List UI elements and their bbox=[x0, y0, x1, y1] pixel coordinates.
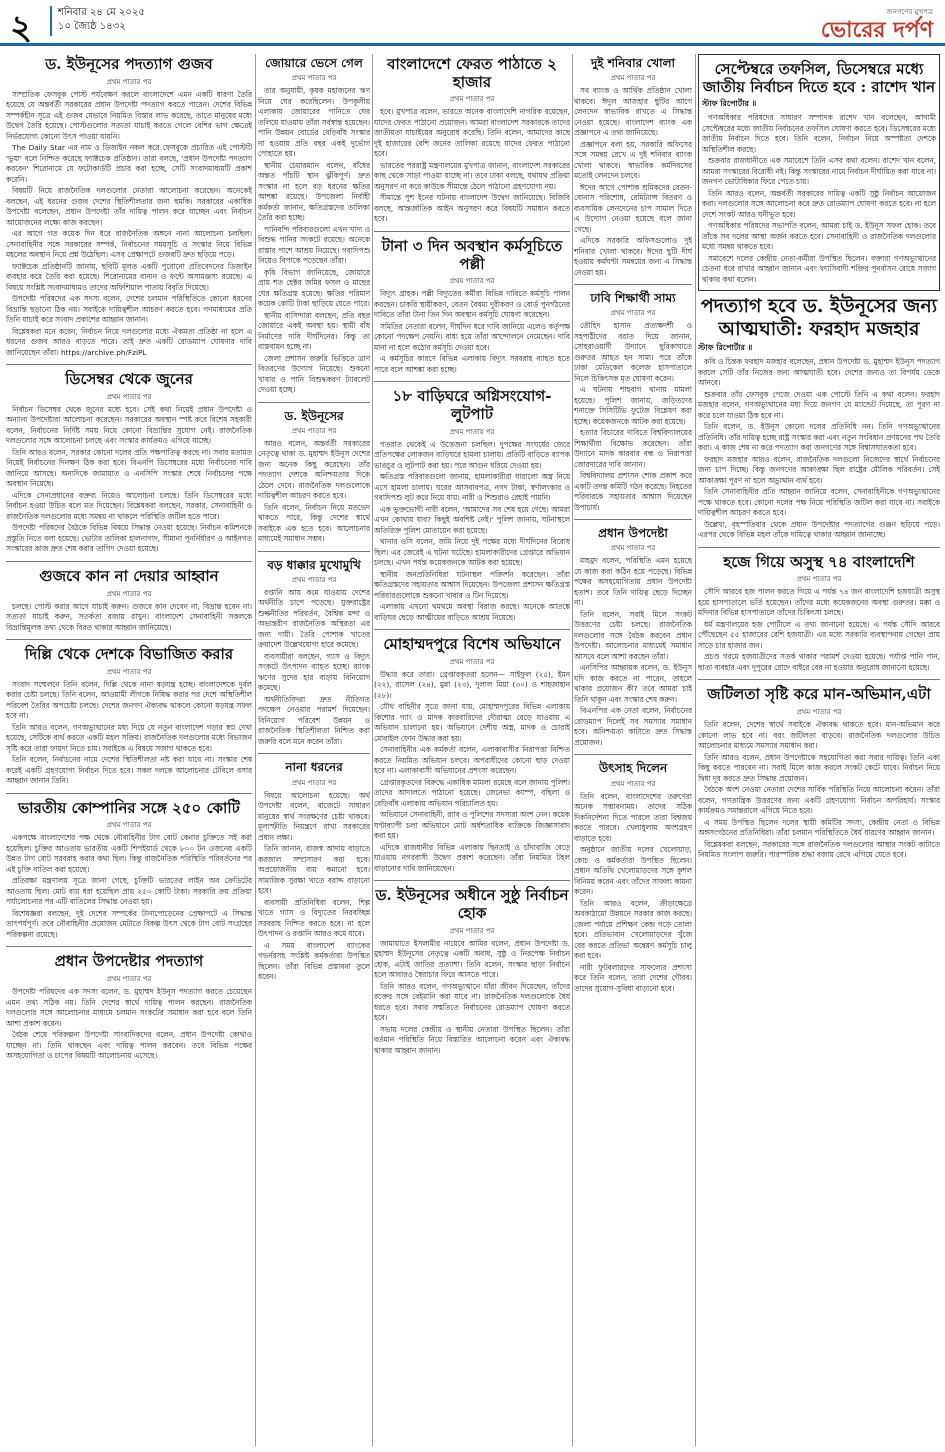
article-paragraph: এ সময় উপস্থিত ছিলেন দলের স্থায়ী কমিটির সদস্য, কেন্দ্রীয় নেতা ও বিভিন্ন অঙ্গসংগঠনের প্রতিনিধিরা। তাঁরা চলমান পরিস্থিতিতে ধৈর্য ধারণের আহ্বান জানান। bbox=[698, 817, 940, 838]
article-paragraph: গতরাত থেকেই এ উত্তেজনা চলছিল। দুপক্ষের সংঘর্ষের জেরে প্রতিপক্ষের লোকজন বাড়িঘরে হামলা চালায়। প্রতিটি বাড়িতে ব্যাপক ভাঙচুর ও লুটপাট করা হয়। পরে আগুন ধরিয়ে দেওয়া হয়। bbox=[374, 439, 570, 470]
article-body bbox=[374, 670, 570, 875]
article-body bbox=[698, 720, 940, 861]
article-paragraph: তিনি বলেন, বাংলাদেশের তরুণেরা অনেক সম্ভাবনাময়। তাদের সঠিক দিকনির্দেশনা দিতে পারলে তারা বিশ্বজয় করতে পারবে। খেলাধুলায় অংশগ্রহণ বাড়াতে হবে। bbox=[574, 791, 692, 843]
continued-from-label: প্রথম পাতার পর bbox=[610, 779, 656, 788]
article-paragraph: গণঅধিকার পরিষদের সাধারণ সম্পাদক রাশেদ খান বলেছেন, আগামী সেপ্টেম্বরের মধ্যে জাতীয় নির্বাচনের তফসিল ঘোষণা করতে হবে। ডিসেম্বরের মধ্যে জাতীয় নির্বাচন দিতে হবে। তিনি বলেন, নির্বাচন নিয়ে অস্পষ্টতা দেশকে অস্থিতিশীল করছে। bbox=[702, 113, 936, 154]
article-body bbox=[6, 602, 252, 634]
article-paragraph: তিনি বলেন, ড. ইউনূস কোনো দলের প্রতিনিধি নন। তিনি গণঅভ্যুত্থানের প্রতিনিধি। তাঁর দায়িত্ব হচ্ছে রাষ্ট্র সংস্কার করা এবং নতুন সংবিধান প্রণয়নের পথ তৈরি করা। এ কাজ শেষ না করে পদত্যাগ করা জনগণের সঙ্গে বিশ্বাসঘাতকতা হবে। bbox=[698, 422, 940, 453]
continued-from-label: প্রথম পাতার পর bbox=[106, 667, 152, 676]
article-body bbox=[258, 439, 370, 545]
article-byline: স্টাফ রিপোর্টার ॥ bbox=[698, 343, 753, 353]
article-headline: সেপ্টেম্বরে তফসিল, ডিসেম্বরে মধ্যে জাতীয় নির্বাচন দিতে হবে : রাশেদ খান bbox=[702, 60, 936, 96]
article-paragraph: জেলা প্রশাসন জরুরি ভিত্তিতে ত্রাণ বিতরণের উদ্যোগ নিয়েছে। শুকনো খাবার ও পানি বিশুদ্ধকরণ ট্যাবলেট দেওয়া হচ্ছে। bbox=[258, 353, 370, 395]
news-article bbox=[698, 295, 940, 547]
news-article bbox=[698, 686, 940, 866]
article-headline: প্রধান উপদেষ্টা bbox=[598, 526, 668, 541]
news-article bbox=[374, 887, 570, 1062]
article-paragraph: ভারতের পররাষ্ট্র মন্ত্রণালয়ের মুখপাত্র জানান, বাংলাদেশ সরকারের কাছ থেকে সাড়া পাওয়া যাচ্ছে না। তবে ঢাকা বলছে, যথাযথ প্রক্রিয়া অনুসরণ না করে কাউকে সীমান্তে ঠেলে পাঠানো গ্রহণযোগ্য নয়। bbox=[374, 160, 570, 191]
page-number: ২ bbox=[10, 8, 33, 48]
article-paragraph: অনুষ্ঠানে জাতীয় দলের খেলোয়াড়, কোচ ও কর্মকর্তারা উপস্থিত ছিলেন। প্রধান অতিথি খেলোয়াড়দের সঙ্গে কুশল বিনিময় করেন এবং তাঁদের সাফল্য কামনা করেন। bbox=[574, 845, 692, 897]
article-headline: ভারতীয় কোম্পানির সঙ্গে ২৫০ কোটি bbox=[18, 798, 240, 817]
continued-from-label: প্রথম পাতার পর bbox=[449, 926, 495, 935]
news-article bbox=[574, 291, 692, 520]
article-paragraph: গণঅধিকার পরিষদের সভাপতি বলেন, আমরা চাই ড. ইউনূস সফল হোক। তবে তাঁকে সব দলের আস্থা অর্জন করতে হবে। সেনাবাহিনী ও রাজনৈতিক দলগুলোর মধ্যে সমন্বয় থাকতে হবে। bbox=[702, 221, 936, 252]
article-paragraph: সীমান্তে পুশ ইনের ঘটনায় বাংলাদেশ উদ্বেগ জানিয়েছে। বিজিবি বলছে, আন্তর্জাতিক আইন অনুসরণ করে বিষয়টি সমাধান করতে হবে। bbox=[374, 193, 570, 224]
continued-from-label: প্রথম পাতার পর bbox=[291, 778, 337, 787]
article-paragraph: তিনি বলেন, নির্বাচনের নামে দেশের স্থিতিশীলতা নষ্ট করা যাবে না। সংস্কার শেষ করেই একটি গ্রহণযোগ্য নির্বাচন দিতে হবে। সকল দলকে আলোচনার টেবিলে বসার আহ্বান জানান তিনি। bbox=[6, 755, 252, 786]
continued-from-label: প্রথম পাতার পর bbox=[449, 427, 495, 436]
article-paragraph: তিনি বলেন, দেশের স্বার্থে সবাইকে ঐক্যবদ্ধ থাকতে হবে। মান-অভিমান করে কোনো লাভ হবে না। বরং জটিলতা বাড়বে। রাজনৈতিক দলগুলোর উচিত আলোচনার মাধ্যমে সমস্যার সমাধান করা। bbox=[698, 720, 940, 751]
article-headline: পদত্যাগ হবে ড. ইউনূসের জন্য আত্মঘাতী: ফরহাদ মজহার bbox=[700, 295, 938, 340]
continued-from-label: প্রথম পাতার পর bbox=[610, 74, 656, 83]
article-paragraph: তিনি আরও বলেন, ক্রীড়াক্ষেত্রে অবকাঠামো উন্নয়নে সরকার কাজ করছে। জেলা পর্যায়ে প্রশিক্ষণ কেন্দ্র গড়ে তোলা হবে। প্রতিভাবান খেলোয়াড়দের খুঁজে বের করতে প্রতিভা অন্বেষণ কর্মসূচি চালু করা হবে। bbox=[574, 898, 692, 961]
news-article bbox=[258, 558, 370, 755]
article-paragraph: বৈঠকে অংশ নেওয়া নেতারা দেশের সার্বিক পরিস্থিতি নিয়ে আলোচনা করেন। তাঁরা বলেন, গণতান্ত্রিক উত্তরণের জন্য একটি গ্রহণযোগ্য নির্বাচন অপরিহার্য। সংস্কার কার্যক্রমও সমান্তরালে এগিয়ে নিতে হবে। bbox=[698, 785, 940, 816]
article-paragraph: তিনি জানান, রাজস্ব আদায় বাড়াতে করজাল সম্প্রসারণ করা হবে। অপ্রয়োজনীয় ব্যয় কমানো হবে। সামাজিক সুরক্ষা খাতে বরাদ্দ বাড়ানো হবে। bbox=[258, 844, 370, 896]
article-paragraph: গ্রেপ্তারকৃতদের বিরুদ্ধে একাধিক মামলা রয়েছে বলে জানায় পুলিশ। তাদের আদালতে পাঠানো হয়েছে। জেনেভা ক্যাম্প, বছিলা ও বেড়িবাঁধ এলাকায় অভিযান পরিচালিত হয়। bbox=[374, 777, 570, 808]
article-body bbox=[574, 792, 692, 995]
article-paragraph: শুক্রবার তাঁর ফেসবুক পেজে দেওয়া এক পোস্টে তিনি এ কথা বলেন। ফরহাদ মজহার বলেন, গণঅভ্যুত্থানের মধ্য দিয়ে জনগণ যে ম্যান্ডেট দিয়েছে, তা পূরণ না করে চলে যাওয়া ঠিক হবে না। bbox=[698, 389, 940, 420]
article-headline: হজে গিয়ে অসুস্থ ৭৪ বাংলাদেশি bbox=[723, 552, 915, 571]
article-paragraph: বিদ্যুৎ গ্রাহক। পল্লী বিদ্যুতের কর্মীরা বিভিন্ন দাবিতে কর্মসূচি পালন করছেন। চাকরি স্থায়ীকরণ, বেতন বৈষম্য দূরীকরণ ও বোর্ড পুনর্গঠনের দাবিতে তাঁরা টানা তিন দিন অবস্থান কর্মসূচি ঘোষণা করেছেন। bbox=[374, 289, 570, 320]
article-headline: উৎসাহ দিলেন bbox=[598, 761, 668, 776]
article-paragraph: শুক্রবার রাজধানীতে এক সমাবেশে তিনি এসব কথা বলেন। রাশেদ খান বলেন, আমরা সংস্কারের বিরোধী নই। কিন্তু সংস্কারের নামে নির্বাচন দীর্ঘায়িত করা যাবে না। জনগণ ভোটাধিকার ফিরে পেতে চায়। bbox=[702, 156, 936, 187]
article-body bbox=[258, 791, 370, 983]
article-paragraph: তিনি বলেন, নির্বাচন নিয়ে মতভেদ থাকতে পারে, কিন্তু দেশের স্বার্থে সবাইকে এক হতে হবে। আলোচনার মাধ্যমেই সমাধান সম্ভব। bbox=[258, 502, 370, 544]
article-paragraph: The Daily Star এর নাম ও ডিজাইন নকল করে ফেসবুকে প্রচারিত এই পোস্টটি 'ভুয়া' বলে নিশ্চিত করেছে ফ্যাক্টচেক প্রতিষ্ঠান। তারা বলছে, 'প্রধান উপদেষ্টা পদত্যাগ করবেন' শিরোনামে যে ফটোকার্ডটি প্রচার করা হচ্ছে, সেটি সংবাদমাধ্যমটি প্রকাশ করেনি। bbox=[6, 143, 252, 184]
logo-tagline: জনগণের মুখপত্র bbox=[886, 8, 933, 16]
article-paragraph: কৃষি বিভাগ জানিয়েছে, জোয়ারে প্রায় শত হেক্টর জমির ফসল ও মাছের ঘের ক্ষতিগ্রস্ত হয়েছে। ক্ষতির পরিমাণ কয়েক কোটি টাকা ছাড়িয়ে যেতে পারে। bbox=[258, 267, 370, 309]
article-body bbox=[6, 987, 252, 1062]
article-body bbox=[258, 588, 370, 748]
article-paragraph: তিনি আরও বলেন, সরকার কোনো দলের প্রতি পক্ষপাতিত্ব করছে না। সবার মতামত নিয়েই নির্বাচনের দিনক্ষণ ঠিক করা হবে। বিএনপি ডিসেম্বরের মধ্যে নির্বাচনের দাবি জানিয়ে আসছে। অন্যদিকে জামায়াত ও এনসিপি সংস্কার শেষে নির্বাচনের পক্ষে অবস্থান নিয়েছে। bbox=[6, 447, 252, 489]
article-paragraph: তিনি আরও বলেন, গণঅভ্যুত্থানের মধ্য দিয়ে যে নতুন বাংলাদেশ গড়ার স্বপ্ন দেখা হয়েছে, সেটিকে ব্যর্থ করতে একটি মহল সক্রিয়। রাজনৈতিক দলগুলোর মধ্যে বিভাজন সৃষ্টি করে তারা ফায়দা নিতে চায়। সবাইকে এ বিষয়ে সজাগ থাকতে হবে। bbox=[6, 722, 252, 753]
article-headline: ঢাবি শিক্ষার্থী সাম্য bbox=[590, 291, 676, 306]
article-paragraph: ধর্ম মন্ত্রণালয়ের হজ পোর্টালে এ তথ্য জানানো হয়েছে। এ পর্যন্ত সৌদি আরবে পৌঁছেছেন ৫৫ হাজারের বেশি হজযাত্রী। এর মধ্যে সরকারি ব্যবস্থাপনায় গেছেন প্রায় সাড়ে চার হাজার জন। bbox=[698, 619, 940, 650]
article-headline: টানা ৩ দিন অবস্থান কর্মসূচিতে পল্লী bbox=[381, 236, 563, 273]
article-paragraph: ক্ষতিগ্রস্ত পরিবারগুলো জানায়, হামলাকারীরা ধারালো অস্ত্র নিয়ে এসে হামলা চালায়। ঘরের আসবাবপত্র, নগদ টাকা, স্বর্ণালংকার ও গবাদিপশু লুট করে নিয়ে যায়। নারী ও শিশুরাও রেহাই পায়নি। bbox=[374, 472, 570, 503]
article-headline: বাংলাদেশে ফেরত পাঠাতে ২ হাজার bbox=[387, 55, 557, 91]
column-rule bbox=[572, 54, 573, 1446]
article-paragraph: চলছে। পোস্ট করার আগে যাচাই করুন। গুজবে কান দেবেন না, বিভ্রান্ত হবেন না। সত্যতা যাচাই করুন, সতর্কতা বজায় রাখুন। বাংলাদেশ সেনাবাহিনী সকলকে বিভ্রান্তিমূলক তথ্য থেকে বিরত থাকার আহ্বান জানিয়েছে। bbox=[6, 601, 252, 632]
article-paragraph: প্রতিরক্ষা মন্ত্রণালয় সূত্রে জানা গেছে, চুক্তিটি ভারতের লাইন অব ক্রেডিটের আওতায় ছিল। মোট ব্যয় ধরা হয়েছিল প্রায় ২৫০ কোটি টাকা। সরকারি ক্রয় প্রক্রিয়া পর্যালোচনার পর এটি বাতিলের সিদ্ধান্ত নেওয়া হয়। bbox=[6, 876, 252, 907]
article-paragraph: এক ভুক্তভোগী নারী বলেন, 'আমাদের সব শেষ হয়ে গেছে। আমরা এখন কোথায় যাব? কিছুই অবশিষ্ট নেই।' পুলিশ জানায়, ঘটনাস্থলে অতিরিক্ত পুলিশ মোতায়েন করা হয়েছে। bbox=[374, 504, 570, 535]
news-article bbox=[6, 646, 252, 794]
masthead bbox=[0, 0, 945, 46]
article-paragraph: তিনি বলেন, সবাই মিলে সংকট উত্তরণের চেষ্টা চলছে। রাজনৈতিক দলগুলোর সঙ্গে বৈঠক করবেন প্রধান উপদেষ্টা। আলোচনার মাধ্যমেই সমাধান আসবে বলে আশা করছেন তাঁরা। bbox=[574, 609, 692, 661]
article-paragraph: তৌহিদ হাসান প্রত্যক্ষদর্শী ও সহপাঠীদের বরাত দিয়ে জানান, সোহরাওয়ার্দী উদ্যানে ছুরিকাঘাতে গুরুতর আহত হন সাম্য। পরে তাঁকে ঢাকা মেডিকেল কলেজ হাসপাতালে নিলে চিকিৎসক মৃত ঘোষণা করেন। bbox=[574, 321, 692, 383]
article-paragraph: ব্যবসায়ী প্রতিনিধিরা বলেন, শিল্প খাতে গ্যাস ও বিদ্যুতের নিরবচ্ছিন্ন সরবরাহ নিশ্চিত করতে হবে। না হলে উৎপাদন ও রপ্তানি আরও কমে যাবে। bbox=[258, 897, 370, 939]
logo-name: ভোরের দর্পণ bbox=[820, 17, 933, 43]
news-article bbox=[258, 56, 370, 403]
article-paragraph: তিনি আরও বলেন, গণঅভ্যুত্থানে যাঁরা জীবন দিয়েছেন, তাঁদের রক্তের সঙ্গে বেইমানি করা যাবে না। রাজনৈতিক দলগুলোকে ধৈর্য ধরতে হবে। সবার সম্মতিতে নির্বাচনের রোডম্যাপ ঘোষণা করতে হবে। bbox=[374, 981, 570, 1023]
article-paragraph: উদ্ধার করে তারা। গ্রেপ্তারকৃতরা হলেন— সাইফুল (২৫), ইমন (২২), রাসেল (২৪), মুন্না (২৩), দুলাল মিয়া (৩০) ও শাহজাহান (২৮)। bbox=[374, 669, 570, 700]
article-headline: জোয়ারে ভেসে গেল bbox=[265, 56, 363, 70]
article-paragraph: এদিকে রাজধানীর বিভিন্ন এলাকায় ছিনতাই ও চাঁদাবাজি বেড়ে যাওয়ায় নগরবাসী উদ্বেগ প্রকাশ করেছেন। তাঁরা নিয়মিত টহল বাড়ানোর দাবি জানিয়েছেন। bbox=[374, 842, 570, 873]
article-paragraph: স্থানীয় চেয়ারম্যান বলেন, বাঁধের অন্তত পাঁচটি স্থান ঝুঁকিপূর্ণ। দ্রুত সংস্কার না হলে বড় ধরনের ক্ষতির আশঙ্কা রয়েছে। উপজেলা নির্বাহী কর্মকর্তা জানান, ক্ষতিগ্রস্তদের তালিকা তৈরি করা হচ্ছে। bbox=[258, 160, 370, 223]
article-headline: দুই শনিবার খোলা bbox=[590, 56, 675, 70]
article-paragraph: সৌদি আরবে হজ পালন করতে গিয়ে এ পর্যন্ত ৭৪ জন বাংলাদেশি হজযাত্রী অসুস্থ হয়ে হাসপাতালে ভর্তি হয়েছেন। তাঁদের মধ্যে কয়েকজনের অবস্থা গুরুতর। মক্কা ও মদিনার বিভিন্ন হাসপাতালে তাঁদের চিকিৎসা চলছে। bbox=[698, 587, 940, 618]
article-body bbox=[702, 113, 936, 285]
column-1 bbox=[6, 54, 252, 1446]
article-paragraph: তার অনুযায়ী, কৃষক মহাজনের ঋণ নিয়ে ঘের করেছিলেন। উপকূলীয় এলাকায় জোয়ারের পানিতে ঘের তলিয়ে যাওয়ায় তাঁরা সর্বস্বান্ত হয়েছেন। পানি উন্নয়ন বোর্ডের বেড়িবাঁধ সংস্কার না হওয়ায় প্রতি বছর একই দুর্ভোগ পোহাতে হয়। bbox=[258, 86, 370, 159]
continued-from-label: প্রথম পাতার পর bbox=[449, 277, 495, 286]
article-paragraph: আরও বলেন, অন্তর্বর্তী সরকারের নেতৃত্বে থাকা ড. মুহাম্মদ ইউনূস দেশের জন্য অনেক কিছু করেছেন। তাঁর পদত্যাগ দেশকে অনিশ্চয়তার দিকে ঠেলে দেবে। রাজনৈতিক দলগুলোকে দায়িত্বশীল আচরণ করতে হবে। bbox=[258, 438, 370, 501]
column-rule bbox=[255, 54, 256, 1446]
continued-from-label: প্রথম পাতার পর bbox=[291, 575, 337, 584]
article-paragraph: স্থানীয় বাসিন্দারা বলছেন, প্রতি বছর জোয়ারে একই অবস্থা হয়। স্থায়ী বাঁধ নির্মাণের দাবি দীর্ঘদিনের। কিন্তু তা বাস্তবায়ন হচ্ছে না। bbox=[258, 310, 370, 352]
article-paragraph: বিশেষজ্ঞরা বলছেন, দুই দেশের সম্পর্কের টানাপোড়েনের প্রেক্ষাপটে এ সিদ্ধান্ত তাৎপর্যপূর্ণ। তবে নৌবাহিনীর প্রয়োজন মেটাতে বিকল্প উৎস থেকে টাগ বোট সংগ্রহের পরিকল্পনা রয়েছে। bbox=[6, 908, 252, 939]
article-paragraph: অর্থনীতিবিদরা দ্রুত নীতিগত পদক্ষেপ নেওয়ার পরামর্শ দিয়েছেন। বিনিয়োগ পরিবেশ উন্নয়ন ও রাজনৈতিক স্থিতিশীলতা নিশ্চিত করা জরুরি বলে মনে করেন তাঁরা। bbox=[258, 694, 370, 746]
article-paragraph: সমিতির নেতারা বলেন, দীর্ঘদিন ধরে দাবি জানিয়ে এলেও কর্তৃপক্ষ কোনো পদক্ষেপ নেয়নি। বাধ্য হয়ে তাঁরা আন্দোলনে নেমেছেন। দাবি মানা না হলে কঠোর কর্মসূচি দেওয়া হবে। bbox=[374, 321, 570, 352]
article-body bbox=[374, 107, 570, 225]
article-body bbox=[374, 939, 570, 1057]
article-body bbox=[258, 86, 370, 396]
news-article bbox=[6, 56, 252, 365]
column-2 bbox=[258, 54, 370, 1446]
article-body bbox=[6, 405, 252, 555]
article-headline: ১৮ বাড়িঘরে অগ্নিসংযোগ-লুটপাট bbox=[392, 387, 552, 423]
news-article bbox=[258, 760, 370, 988]
article-body bbox=[6, 680, 252, 787]
news-article bbox=[6, 800, 252, 948]
column-rule bbox=[695, 54, 696, 1446]
article-headline: ড. ইউনূসের পদত্যাগ গুজব bbox=[45, 55, 213, 73]
article-paragraph: ফ্যাক্টচেক প্রতিষ্ঠানটি জানায়, ছবিটি মূলত একটি পুরোনো প্রতিবেদনের ডিজাইন ব্যবহার করে তৈরি করা হয়েছে। শিরোনামের বানান ও ফন্টে অসামঞ্জস্য রয়েছে। এ বিষয়ে সংশ্লিষ্ট সংবাদমাধ্যমও তাদের অফিশিয়াল পাতায় বিবৃতি দিয়েছে। bbox=[6, 261, 252, 292]
continued-from-label: প্রথম পাতার পর bbox=[106, 589, 152, 598]
article-paragraph: থানার ওসি বলেন, জমি নিয়ে দুই পক্ষের মধ্যে দীর্ঘদিনের বিরোধ ছিল। এর জেরেই এ ঘটনা ঘটেছে। হামলাকারীদের গ্রেপ্তারে অভিযান চলছে। এখন পর্যন্ত কয়েকজনকে আটক করা হয়েছে। bbox=[374, 537, 570, 568]
article-paragraph: বিশ্লেষকরা মনে করেন, নির্বাচন নিয়ে দলগুলোর মধ্যে ঐকমত্য প্রতিষ্ঠা না হলে এ ধরনের গুজব আরও বাড়তে পারে। তাই দ্রুত একটি রোডম্যাপ ঘোষণার দাবি জানিয়েছেন তাঁরা। https://archive.ph/FziPL bbox=[6, 326, 252, 357]
article-headline: ড. ইউনূসের bbox=[284, 408, 344, 423]
continued-from-label: প্রথম পাতার পর bbox=[291, 74, 337, 83]
article-paragraph: যৌথ বাহিনীর সূত্রে জানা যায়, মোহাম্মদপুরের বিভিন্ন এলাকায় কিশোর গ্যাং ও মাদক কারবারিদের দৌরাত্ম্য বেড়ে যাওয়ায় এ অভিযান চালানো হয়। অভিযানে দেশীয় অস্ত্র, মাদক ও চোরাই মোবাইল ফোন উদ্ধার করা হয়। bbox=[374, 702, 570, 743]
continued-from-label: প্রথম পাতার পর bbox=[106, 821, 152, 830]
article-body bbox=[698, 587, 940, 673]
article-body bbox=[574, 86, 692, 278]
article-paragraph: স্থানীয় জনপ্রতিনিধিরা ঘটনাস্থল পরিদর্শন করেছেন। তাঁরা ক্ষতিগ্রস্তদের সহায়তার আশ্বাস দিয়েছেন। উপজেলা প্রশাসন ক্ষতিগ্রস্ত পরিবারগুলোকে শুকনো খাবার ও টিন দিয়েছে। bbox=[374, 569, 570, 600]
article-paragraph: এদিকে সরকারি অফিসগুলোও দুই শনিবার খোলা থাকবে। ঈদের ছুটি দীর্ঘ হওয়ায় কর্মঘণ্টা সমন্বয়ের জন্য এ সিদ্ধান্ত নেওয়া হয়। bbox=[574, 236, 692, 277]
continued-from-label: প্রথম পাতার পর bbox=[610, 309, 656, 318]
article-paragraph: সেনাবাহিনীর এক কর্মকর্তা বলেন, এলাকাবাসীর নিরাপত্তা নিশ্চিত করতে নিয়মিত অভিযান চলবে। অপরাধীদের কোনো ছাড় দেওয়া হবে না। এলাকাবাসী অভিযানের প্রশংসা করেছেন। bbox=[374, 745, 570, 776]
article-paragraph: উপদেষ্টা পরিষদের বৈঠকে বিভিন্ন বিষয়ে সিদ্ধান্ত নেওয়া হয়েছে। নির্বাচন কমিশনকে প্রস্তুতি নিতে বলা হয়েছে। ভোটার তালিকা হালনাগাদ, সীমানা পুনর্নির্ধারণ ও আইনগত সংস্কারের কাজ দ্রুত শেষ করার তাগিদ দেওয়া হয়েছে। bbox=[6, 523, 252, 554]
continued-from-label: প্রথম পাতার পর bbox=[796, 575, 842, 584]
article-paragraph: একপক্ষে বাংলাদেশের পক্ষ থেকে নৌবাহিনীর টাগ বোট কেনার চুক্তিতে সই করা হয়েছিল। চুক্তির আওতায় ভারতীয় একটি শিপইয়ার্ড থেকে ৮০০ টন ওজনের একটি উন্নত টাগ বোট সরবরাহ করার কথা ছিল। কিন্তু রাজনৈতিক পরিস্থিতি পরিবর্তনের পর এই চুক্তি বাতিল করা হয়েছে। bbox=[6, 833, 252, 874]
article-paragraph: উপদেষ্টা পরিষদের এক সদস্য বলেন, দেশের চলমান পরিস্থিতিতে কোনো ধরনের বিভ্রান্তি ছড়ানো ঠিক নয়। সবাইকে দায়িত্বশীল আচরণ করতে হবে। গণমাধ্যমের প্রতি তিনি যাচাই করে সংবাদ প্রকাশের আহ্বান জানান। bbox=[6, 294, 252, 325]
article-paragraph: ঈদের আগে পোশাক শ্রমিকদের বেতন-বোনাস পরিশোধ, রেমিট্যান্স বিতরণ ও ব্যবসায়িক লেনদেনের চাপ সামাল দিতে এ উদ্যোগ নেওয়া হয়েছে বলে জানা গেছে। bbox=[574, 182, 692, 234]
news-article bbox=[374, 636, 570, 881]
article-body bbox=[374, 440, 570, 624]
continued-from-label: প্রথম পাতার পর bbox=[291, 426, 337, 435]
article-paragraph: তিনি আরও বলেন, অন্তর্বর্তী সরকারের দায়িত্ব একটি সুষ্ঠু নির্বাচন আয়োজন করা। দলগুলোর সঙ্গে আলোচনা করে দ্রুত রোডম্যাপ ঘোষণা করতে হবে। না হলে দেশে সংকট আরও ঘনীভূত হবে। bbox=[702, 188, 936, 219]
article-headline: জটিলতা সৃষ্টি করে মান-অভিমান,এটা bbox=[707, 685, 931, 704]
article-paragraph: এনসিপির আহ্বায়ক বলেন, ড. ইউনূস যদি কাজ করতে না পারেন, তাহলে থাকার প্রয়োজন কী? তবে আমরা চাই তিনি থাকুন এবং সংস্কার শেষ করুন। bbox=[574, 663, 692, 704]
article-headline: মোহাম্মদপুরে বিশেষ অভিযানে bbox=[383, 635, 561, 654]
article-paragraph: তিনি আরও বলেন, প্রধান উপদেষ্টাকে সহযোগিতা করা সবার দায়িত্ব। তিনি একা কিছু করতে পারবেন না। সবাই মিলে কাজ করলে সংকট কেটে যাবে। নির্বাচন নিয়ে দ্বিধা দূর করতে দ্রুত সিদ্ধান্ত প্রয়োজন। bbox=[698, 752, 940, 783]
article-paragraph: উপদেষ্টা পরিষদের এক সদস্য বলেন, ড. মুহাম্মদ ইউনূস পদত্যাগ করতে চেয়েছেন এমন তথ্য সঠিক নয়। তিনি দেশের স্বার্থে দায়িত্ব পালন করছেন। রাজনৈতিক দলগুলোর সঙ্গে আলোচনার মাধ্যমে চলমান সংকটের সমাধান করা হবে বলে তিনি আশা প্রকাশ করেন। bbox=[6, 987, 252, 1028]
news-article bbox=[574, 526, 692, 755]
article-headline: দিল্লি থেকে দেশকে বিভাজিত করার bbox=[24, 645, 234, 664]
article-paragraph: বিশ্ববিদ্যালয় প্রশাসন শোক প্রকাশ করে একটি তদন্ত কমিটি গঠন করেছে। নিহতের পরিবারকে সহায়তার আশ্বাস দিয়েছেন উপাচার্য। bbox=[574, 471, 692, 512]
article-paragraph: বিষয়টি নিয়ে রাজনৈতিক দলগুলোর নেতারা আলোচনা করেছেন। অনেকেই বলছেন, এই ধরনের গুজব দেশের স্থিতিশীলতার জন্য হুমকি। সরকারের একাধিক উপদেষ্টা বলেছেন, প্রধান উপদেষ্টা তাঁর দায়িত্ব পালন করে যাচ্ছেন এবং নির্বাচন আয়োজনের লক্ষ্যে কাজ করছেন। bbox=[6, 186, 252, 227]
article-headline: ডিসেম্বর থেকে জুনের bbox=[65, 370, 193, 389]
date-block bbox=[58, 6, 145, 34]
article-paragraph: মাহমুদ বলেন, পরিস্থিতি এমন হয়েছে যে কাজ করা কঠিন হয়ে পড়েছে। বিভিন্ন পক্ষের অসহযোগিতায় প্রধান উপদেষ্টা হতাশ। তবে তিনি দায়িত্ব ছেড়ে দিচ্ছেন না। bbox=[574, 556, 692, 608]
news-article bbox=[6, 371, 252, 562]
article-paragraph: প্রচণ্ড গরমে হজযাত্রীদের সতর্ক থাকার পরামর্শ দেওয়া হয়েছে। পর্যাপ্ত পানি পান, ছাতা ব্যবহার এবং দুপুরের রোদে বাইরে বের না হওয়ার অনুরোধ জানানো হয়েছে। bbox=[698, 652, 940, 672]
news-article bbox=[574, 56, 692, 285]
date-gregorian: শনিবার ২৪ মে ২০২৫ bbox=[58, 7, 145, 18]
column-5 bbox=[698, 54, 940, 1446]
article-body bbox=[574, 556, 692, 748]
article-body bbox=[574, 321, 692, 513]
continued-from-label: প্রথম পাতার পর bbox=[796, 708, 842, 717]
newspaper-logo bbox=[821, 6, 933, 42]
article-paragraph: বিষয়ে আলোচনা হয়েছে। অর্থ উপদেষ্টা বলেন, বাজেটে সাধারণ মানুষের স্বার্থ সংরক্ষণের চেষ্টা থাকবে। মূল্যস্ফীতি নিয়ন্ত্রণে রাখা সরকারের প্রধান লক্ষ্য। bbox=[258, 790, 370, 842]
article-body bbox=[698, 357, 940, 541]
article-paragraph: সাম্প্রতিক ফেসবুক পোস্ট পর্যবেক্ষণ করলে বাংলাদেশে এমন একটি ধারণা তৈরি হয়েছে যে অন্তর্বর্তী সরকারের প্রধান উপদেষ্টা পদত্যাগ করতে পারেন। দেশের বিভিন্ন সম্পর্কহীন সূত্রে এই গুজব যেভাবে নিয়মিত বিস্তার লাভ করেছে, তাতে মানুষের মধ্যে উদ্বেগ তৈরি হয়েছে। পোস্টগুলোর সত্যতা যাচাই করতে গেলে বেশির ভাগ ক্ষেত্রেই নির্ভরযোগ্য কোনো উৎস পাওয়া যায়নি। bbox=[6, 89, 252, 141]
article-paragraph: নারী ফুটবলারদের সাফল্যের প্রশংসা করে তিনি বলেন, তারা দেশের গৌরব। তাদের সুযোগ-সুবিধা বাড়ানো হবে। bbox=[574, 962, 692, 993]
article-paragraph: উল্লেখ্য, বৃহস্পতিবার থেকে প্রধান উপদেষ্টার পদত্যাগের গুঞ্জন ছড়িয়ে পড়ে। এরপর থেকে বিভিন্ন মহল তাঁকে দায়িত্বে থাকার আহ্বান জানাচ্ছে। bbox=[698, 519, 940, 540]
news-article bbox=[6, 568, 252, 640]
article-paragraph: এ ঘটনায় শাহবাগ থানায় মামলা হয়েছে। পুলিশ জানায়, জড়িতদের শনাক্তে সিসিটিভি ফুটেজ বিশ্লেষণ করা হচ্ছে। কয়েকজনকে আটক করা হয়েছে। bbox=[574, 385, 692, 426]
continued-from-label: প্রথম পাতার পর bbox=[106, 975, 152, 984]
news-article bbox=[374, 388, 570, 630]
article-headline: প্রধান উপদেষ্টার পদত্যাগ bbox=[54, 952, 204, 971]
article-paragraph: জামায়াতে ইসলামীর নায়েবে আমির বলেন, প্রধান উপদেষ্টা ড. মুহাম্মদ ইউনূসের নেতৃত্বে একটি অবাধ, সুষ্ঠু ও নিরপেক্ষ নির্বাচন হোক, এটাই জাতির প্রত্যাশা। তিনি বলেন, সংস্কার ছাড়া নির্বাচন হলে আবারও স্বৈরাচার ফিরে আসতে পারে। bbox=[374, 938, 570, 980]
article-paragraph: এ সময় বাংলাদেশ ব্যাংকের গভর্নরসহ সংশ্লিষ্ট কর্মকর্তারা উপস্থিত ছিলেন। তাঁরা বিভিন্ন প্রস্তাবনা তুলে ধরেন। bbox=[258, 940, 370, 982]
article-paragraph: বৈঠক শেষে পরিকল্পনা উপদেষ্টা সাংবাদিকদের বলেন, প্রধান উপদেষ্টা কোথাও যাচ্ছেন না। তিনি থাকছেন এবং দায়িত্ব পালন করবেন। তবে বিভিন্ন পক্ষের অসহযোগিতা ও চাপের বিষয়টি আলোচনায় এসেছে। bbox=[6, 1030, 252, 1061]
news-article bbox=[374, 238, 570, 382]
news-article bbox=[698, 554, 940, 681]
article-body bbox=[6, 833, 252, 940]
article-paragraph: ব্যবসায়ীরা বলছেন, গ্যাস ও বিদ্যুৎ সংকটে উৎপাদন ব্যাহত হচ্ছে। ব্যাংক ঋণের সুদের হার বাড়ায় বিনিয়োগ কমেছে। bbox=[258, 651, 370, 693]
column-4 bbox=[574, 54, 692, 1446]
continued-from-label: প্রথম পাতার পর bbox=[610, 544, 656, 553]
article-paragraph: এদিকে সেনাপ্রধানের বক্তব্য নিয়েও আলোচনা চলছে। তিনি ডিসেম্বরের মধ্যে নির্বাচন হওয়া উচিত বলে মত দিয়েছেন। বিশ্লেষকরা বলছেন, সরকার, সেনাবাহিনী ও রাজনৈতিক দলগুলোর মধ্যে সমন্বয় না থাকলে পরিস্থিতি জটিল হতে পারে। bbox=[6, 490, 252, 521]
article-paragraph: রপ্তানি আয় কমে যাওয়ায় দেশের অর্থনীতি চাপে পড়েছে। যুক্তরাষ্ট্রের শুল্কনীতির পরিবর্তন, বৈশ্বিক মন্দা ও অভ্যন্তরীণ রাজনৈতিক অস্থিরতা এর জন্য দায়ী। তৈরি পোশাক খাতের ক্রয়াদেশ উল্লেখযোগ্য হারে কমেছে। bbox=[258, 587, 370, 650]
article-paragraph: সমাবেশে দলের কেন্দ্রীয় নেতা-কর্মীরা উপস্থিত ছিলেন। বক্তারা গণঅভ্যুত্থানের চেতনা ধরে রাখার আহ্বান জানান এবং ফ্যাসিবাদী শক্তির পুনর্বাসন রোধে সজাগ থাকার কথা বলেন। bbox=[702, 253, 936, 284]
article-headline: নানা ধরনের bbox=[285, 760, 343, 775]
continued-from-label: প্রথম পাতার পর bbox=[106, 77, 152, 86]
article-paragraph: বিএনপির এক নেতা বলেন, নির্বাচনের রোডম্যাপ দিলেই সব সমস্যার সমাধান হবে। অনিশ্চয়তা কাটাতে দ্রুত সিদ্ধান্ত প্রয়োজন। bbox=[574, 706, 692, 747]
date-divider bbox=[50, 6, 52, 36]
article-paragraph: এর আগে গত কয়েক দিন ধরে রাজনৈতিক অঙ্গনে নানা আলোচনা চলছিল। সেনাবাহিনীর সঙ্গে সরকারের সম্পর্ক, নির্বাচনের সময়সূচি ও সংস্কার নিয়ে বিভিন্ন মহলের অবস্থান নিয়ে প্রশ্ন উঠেছিল। এসব প্রেক্ষাপটে গুজবটি দ্রুত ছড়িয়ে পড়ে। bbox=[6, 229, 252, 260]
article-paragraph: এলাকায় এখনো থমথমে অবস্থা বিরাজ করছে। অনেকে আতঙ্কে বাড়িঘর ছেড়ে আত্মীয়ের বাড়িতে আশ্রয় নিয়েছে। bbox=[374, 602, 570, 622]
article-headline: ড. ইউনূসের অধীনে সুষ্ঠু নির্বাচন হোক bbox=[375, 886, 569, 922]
news-article bbox=[6, 953, 252, 1067]
date-bangla: ১০ জ্যৈষ্ঠ ১৪৩২ bbox=[58, 21, 126, 32]
article-paragraph: অভিযানে সেনাবাহিনী, র‍্যাব ও পুলিশের সদস্যরা অংশ নেন। কয়েক ঘণ্টাব্যাপী চলা অভিযানে মোট অর্ধশতাধিক ব্যক্তিকে জিজ্ঞাসাবাদ করা হয়। bbox=[374, 810, 570, 841]
column-rule bbox=[372, 54, 373, 1446]
news-article bbox=[574, 761, 692, 1000]
article-body bbox=[6, 90, 252, 359]
article-paragraph: হবে। মুখপাত্র বলেন, ভারতে অনেক বাংলাদেশি নাগরিক রয়েছেন, যাদের ফেরত পাঠানো প্রয়োজন। আমরা বাংলাদেশ সরকারকে তাদের জাতীয়তা যাচাইয়ের অনুরোধ করেছি। তিনি বলেন, আমাদের কাছে দুই হাজারের বেশি জনের তালিকা রয়েছে যাদের ফেরত পাঠানো হবে। bbox=[374, 107, 570, 159]
article-headline: বড় ধাক্কার মুখোমুখি bbox=[267, 557, 361, 572]
article-paragraph: বিশ্লেষকরা বলছেন, সরকারের সঙ্গে রাজনৈতিক দলগুলোর আস্থার সংকট কাটাতে নিয়মিত সংলাপ জরুরি। পারস্পরিক শ্রদ্ধা বজায় রেখে এগিয়ে যেতে হবে। bbox=[698, 839, 940, 860]
news-article bbox=[698, 54, 940, 291]
continued-from-label: প্রথম পাতার পর bbox=[449, 657, 495, 666]
article-paragraph: সংবাদ সম্মেলনে তিনি বলেন, দিল্লি থেকে নানা ষড়যন্ত্র হচ্ছে। বাংলাদেশকে দুর্বল করার চেষ্টা চলছে। তিনি বলেন, আওয়ামী লীগকে নিষিদ্ধ করার পর দেশে অস্থিতিশীল পরিবেশ তৈরির অপচেষ্টা চলছে। দেশের জনগণ ঐক্যবদ্ধ থাকলে কোনো ষড়যন্ত্র সফল হবে না। bbox=[6, 679, 252, 721]
article-paragraph: প্রজ্ঞাপনে বলা হয়, সরকারি অফিসের সঙ্গে সমন্বয় রেখে এ দুই শনিবার ব্যাংক খোলা থাকবে। স্বাভাবিক কর্মদিবসের মতোই লেনদেন চলবে। bbox=[574, 139, 692, 181]
continued-from-label: প্রথম পাতার পর bbox=[449, 95, 495, 104]
column-3 bbox=[374, 54, 570, 1446]
article-byline: স্টাফ রিপোর্টার ॥ bbox=[702, 99, 757, 109]
article-paragraph: কবি ও চিন্তক ফরহাদ মজহার বলেছেন, প্রধান উপদেষ্টা ড. মুহাম্মদ ইউনূস পদত্যাগ করলে সেটি তাঁর নিজের জন্য আত্মঘাতী হবে। দেশের জন্যও তা বিপর্যয় ডেকে আনবে। bbox=[698, 357, 940, 388]
news-article bbox=[374, 56, 570, 232]
article-body bbox=[374, 289, 570, 375]
article-paragraph: হত্যার বিচারের দাবিতে বিশ্ববিদ্যালয়ের শিক্ষার্থীরা বিক্ষোভ করেছেন। তাঁরা উদ্যানে মাদক কারবার বন্ধ ও নিরাপত্তা জোরদারের দাবি জানান। bbox=[574, 428, 692, 469]
article-paragraph: তিনি সেনাবাহিনীর প্রতি আহ্বান জানিয়ে বলেন, সেনাবাহিনীকে গণঅভ্যুত্থানের পক্ষে থাকতে হবে। কোনো দলের পক্ষ নিয়ে পরিস্থিতি জটিল করা যাবে না। সবাইকে দায়িত্বশীল আচরণ করতে হবে। bbox=[698, 487, 940, 518]
article-paragraph: এ কর্মসূচির কারণে বিভিন্ন এলাকায় বিদ্যুৎ সরবরাহ ব্যাহত হতে পারে বলে আশঙ্কা করা হচ্ছে। bbox=[374, 354, 570, 374]
continued-from-label: প্রথম পাতার পর bbox=[106, 392, 152, 401]
article-paragraph: নির্বাচন ডিসেম্বর থেকে জুনের মধ্যে হবে। সেই কথা নিয়েই প্রধান উপদেষ্টা ও অন্যান্য উপদেষ্টারা আলোচনা করেছেন। সরকারের অবস্থান স্পষ্ট করে বিশেষ সহকারী বলেন, নির্বাচনের নির্দিষ্ট সময় নিয়ে কোনো বিভ্রান্তির সুযোগ নেই। রাজনৈতিক দলগুলোর সঙ্গে আলোচনা চলছে এবং সংস্কার কার্যক্রমও এগিয়ে যাচ্ছে। bbox=[6, 404, 252, 446]
article-paragraph: সব ব্যাংক ও আর্থিক প্রতিষ্ঠান খোলা থাকবে। ঈদুল আজহার ছুটির আগে লেনদেন স্বাভাবিক রাখতে এ সিদ্ধান্ত নেওয়া হয়েছে। বাংলাদেশ ব্যাংক এক প্রজ্ঞাপনে এ তথ্য জানিয়েছে। bbox=[574, 86, 692, 138]
news-article bbox=[258, 409, 370, 552]
article-paragraph: পানিবন্দি পরিবারগুলো এখন খাদ্য ও বিশুদ্ধ পানির সংকটে রয়েছে। অনেকে রাস্তার পাশে আশ্রয় নিয়েছে। গবাদিপশু নিয়েও বিপাকে পড়েছেন তাঁরা। bbox=[258, 224, 370, 266]
article-headline: গুজবে কান না দেয়ার আহ্বান bbox=[39, 566, 219, 585]
article-paragraph: সভায় দলের কেন্দ্রীয় ও স্থানীয় নেতারা উপস্থিত ছিলেন। তাঁরা বর্তমান পরিস্থিতি নিয়ে বিস্তারিত আলোচনা করেন এবং ঐক্যবদ্ধ থাকার আহ্বান জানান। bbox=[374, 1024, 570, 1055]
article-paragraph: ফরহাদ মজহার আরও বলেন, রাজনৈতিক দলগুলো নিজেদের স্বার্থে নির্বাচনের জন্য চাপ দিচ্ছে। কিন্তু জনগণের আকাঙ্ক্ষা ছিল রাষ্ট্রের মৌলিক পরিবর্তন। সেই আকাঙ্ক্ষা পূরণ না হলে অভ্যুত্থান ব্যর্থ হবে। bbox=[698, 454, 940, 485]
